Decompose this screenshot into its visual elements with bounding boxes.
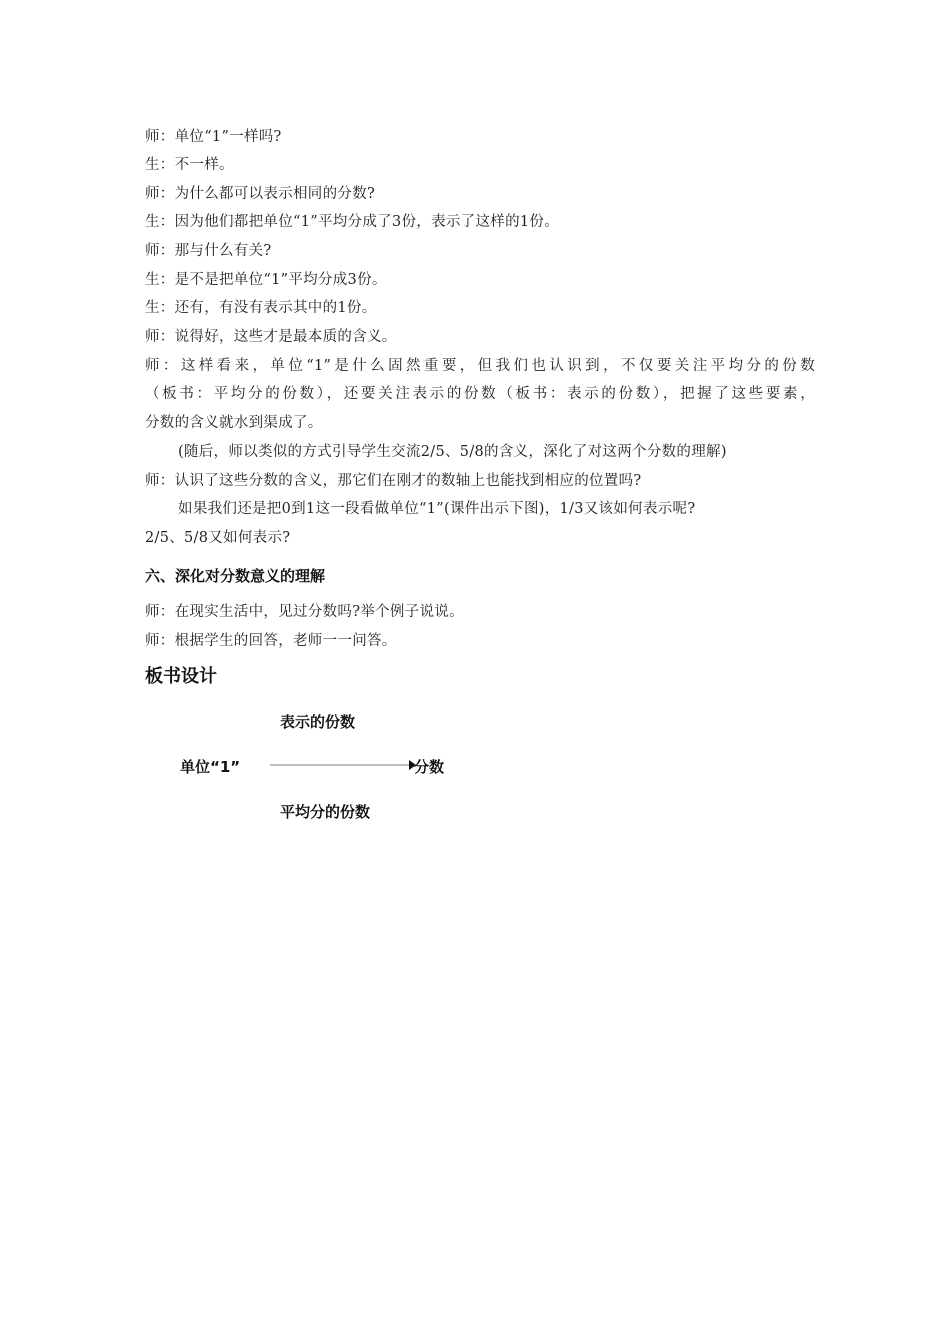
- dialogue-line: 2/5、5/8又如何表示?: [145, 530, 291, 546]
- board-design-heading: 板书设计: [145, 666, 217, 687]
- dialogue-line: 生：是不是把单位“1”平均分成3份。: [145, 272, 387, 288]
- dialogue-line: 师：认识了这些分数的含义，那它们在刚才的数轴上也能找到相应的位置吗?: [145, 473, 642, 489]
- dialogue-line: 分数的含义就水到渠成了。: [145, 415, 323, 431]
- dialogue-line: 生：因为他们都把单位“1”平均分成了3份，表示了这样的1份。: [145, 214, 559, 230]
- dialogue-line: 师：为什么都可以表示相同的分数?: [145, 186, 376, 202]
- dialogue-line: 生：不一样。: [145, 157, 234, 173]
- dialogue-line: 师：单位“1”一样吗?: [145, 129, 282, 145]
- dialogue-line: 师：根据学生的回答，老师一一问答。: [145, 633, 397, 649]
- dialogue-line: 生：还有，有没有表示其中的1份。: [145, 300, 377, 316]
- board-top-label: 表示的份数: [280, 713, 356, 731]
- dialogue-line: 师：那与什么有关?: [145, 243, 272, 259]
- board-arrow-icon: [270, 758, 416, 772]
- dialogue-line: 师：在现实生活中，见过分数吗?举个例子说说。: [145, 604, 464, 620]
- dialogue-line: 师：这样看来，单位“1”是什么固然重要，但我们也认识到，不仅要关注平均分的份数: [145, 358, 815, 374]
- dialogue-line: 如果我们还是把0到1这一段看做单位“1”(课件出示下图)，1/3又该如何表示呢?: [178, 501, 696, 517]
- board-right-label: 分数: [414, 758, 445, 776]
- dialogue-line: （板书：平均分的份数），还要关注表示的份数（板书：表示的份数），把握了这些要素，: [145, 386, 815, 402]
- board-left-label: 单位“1”: [180, 758, 241, 776]
- dialogue-line: (随后，师以类似的方式引导学生交流2/5、5/8的含义，深化了对这两个分数的理解): [178, 444, 727, 460]
- dialogue-line: 师：说得好，这些才是最本质的含义。: [145, 329, 397, 345]
- board-bottom-label: 平均分的份数: [280, 803, 371, 821]
- section-heading: 六、深化对分数意义的理解: [145, 567, 326, 585]
